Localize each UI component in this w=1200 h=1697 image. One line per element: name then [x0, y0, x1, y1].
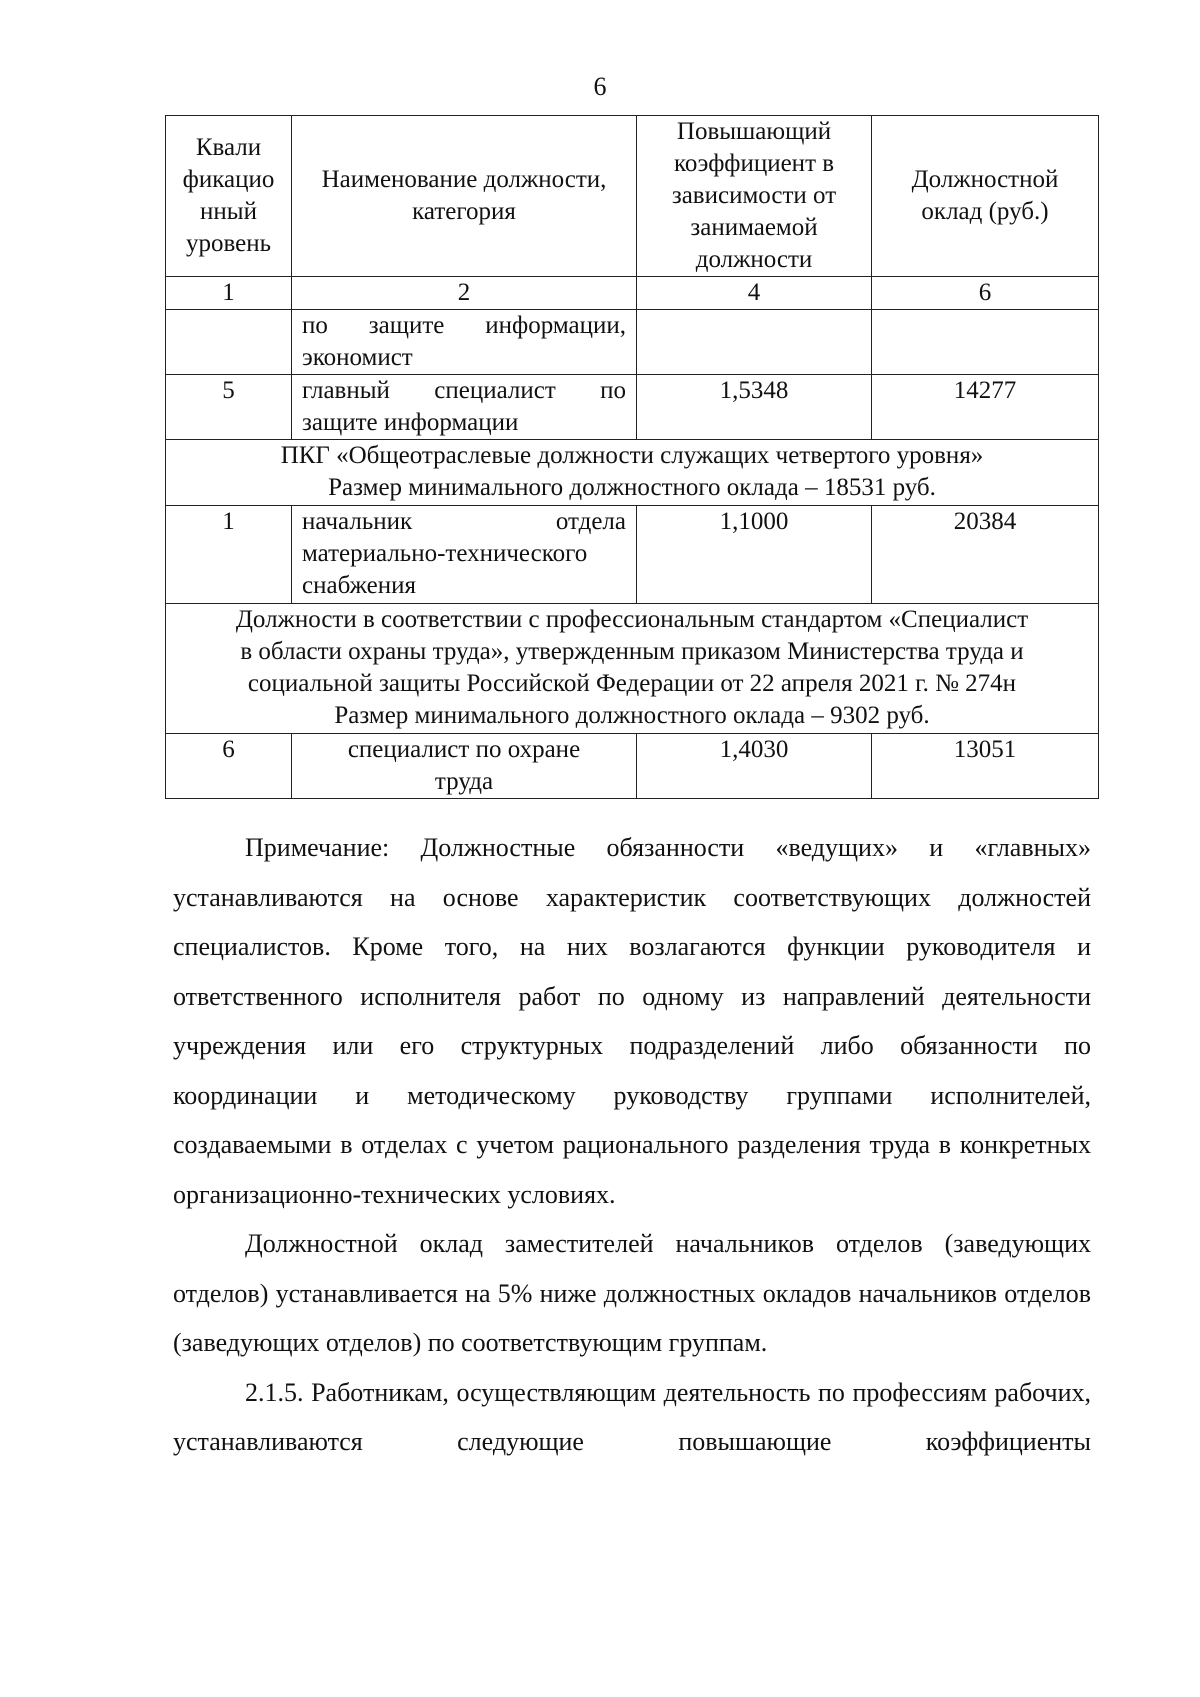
- cell-position: [292, 310, 637, 375]
- column-number: 4: [637, 277, 872, 310]
- cell-level: 5: [166, 375, 292, 440]
- cell-level: 6: [166, 734, 292, 799]
- column-number-row: [166, 277, 1099, 310]
- page-number: 6: [593, 72, 607, 101]
- table-row: [166, 310, 1099, 375]
- header-qualification-level: Квали фикацио нный уровень: [166, 116, 292, 277]
- deputy-salary-paragraph: Должностной оклад заместителей начальников отделов (заведующих отделов) устанавливается на 5% ниже должностных окладов начальников отделов (заведующих отделов) по соответствующим группам.: [173, 1229, 1091, 1357]
- position-line: экономист: [302, 344, 413, 371]
- group-title-line: социальной защиты Российской Федерации от 22 апреля 2021 г. № 274н: [247, 670, 1017, 697]
- column-number: 1: [166, 277, 292, 310]
- cell-position: [292, 375, 637, 440]
- cell-coefficient: 1,1000: [637, 506, 872, 604]
- salary-table: [165, 115, 1099, 799]
- cell-coefficient: [637, 310, 872, 375]
- group-heading-row: [166, 440, 1099, 506]
- cell-coefficient: 1,5348: [637, 375, 872, 440]
- cell-salary: 20384: [872, 506, 1099, 604]
- group-min-salary: Размер минимального должностного оклада – 9302 руб.: [334, 702, 930, 729]
- cell-level: [166, 310, 292, 375]
- header-position-name: Наименование должности, категория: [292, 116, 637, 277]
- position-line: защите информации: [302, 409, 519, 436]
- group-heading: [166, 440, 1099, 506]
- table-row: [166, 506, 1099, 604]
- position-line: по защите информации,: [302, 312, 626, 339]
- note-paragraph: Примечание: Должностные обязанности «ведущих» и «главных» устанавливаются на основе характеристик соответствующих должностей специалистов. Кроме того, на них возлагаются функции руководителя и ответственного исполнителя работ по одному из направлений деятельности учреждения или его структурных подразделений либо обязанности по координации и методическому руководству группами исполнителей, создаваемыми в отделах с учетом рационального разделения труда в конкретных организационно-технических условиях.: [173, 833, 1091, 1209]
- cell-position: [292, 506, 637, 604]
- cell-salary: 14277: [872, 375, 1099, 440]
- group-heading-row: [166, 604, 1099, 734]
- table-row: [166, 375, 1099, 440]
- body-text: [173, 823, 1091, 1467]
- cell-position: специалист по охране труда: [292, 734, 637, 799]
- section-2-1-5-paragraph: 2.1.5. Работникам, осуществляющим деятельность по профессиям рабочих, устанавливаются следующие повышающие коэффициенты: [173, 1377, 1091, 1456]
- group-title: ПКГ «Общеотраслевые должности служащих четвертого уровня»: [280, 442, 984, 469]
- table-header-row: [166, 116, 1099, 277]
- header-salary: Должностной оклад (руб.): [872, 116, 1099, 277]
- position-line: снабжения: [302, 572, 416, 599]
- group-heading: [166, 604, 1099, 734]
- column-number: 6: [872, 277, 1099, 310]
- cell-level: 1: [166, 506, 292, 604]
- header-coefficient: Повышающий коэффициент в зависимости от занимаемой должности: [637, 116, 872, 277]
- position-line: начальник отдела: [302, 508, 626, 535]
- position-line: главный специалист по: [302, 377, 626, 404]
- group-title-line: Должности в соответствии с профессиональным стандартом «Специалист: [235, 606, 1029, 633]
- position-line: материально-технического: [302, 540, 588, 567]
- table-row: [166, 734, 1099, 799]
- group-min-salary: Размер минимального должностного оклада – 18531 руб.: [328, 474, 936, 501]
- cell-salary: 13051: [872, 734, 1099, 799]
- group-title-line: в области охраны труда», утвержденным приказом Министерства труда и: [240, 638, 1024, 665]
- cell-salary: [872, 310, 1099, 375]
- cell-coefficient: 1,4030: [637, 734, 872, 799]
- column-number: 2: [292, 277, 637, 310]
